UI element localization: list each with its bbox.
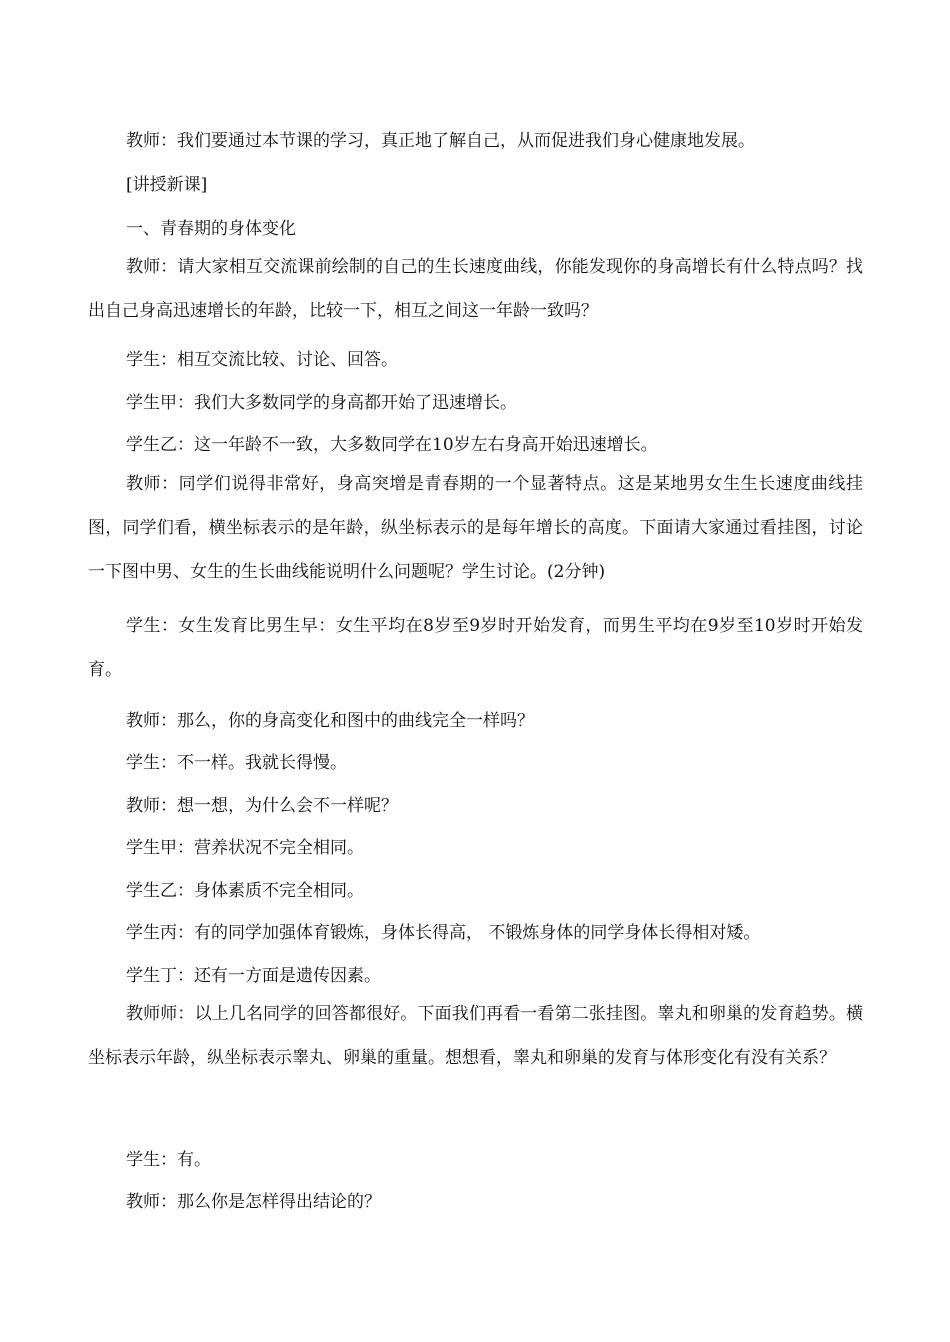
paragraph-teacher-chart: 教师：同学们说得非常好，身高突增是青春期的一个显著特点。这是某地男女生生长速度曲线挂图，同学们看，横坐标表示的是年龄，纵坐标表示的是每年增长的高度。下面请大家通过看挂图，讨论一下图中男、女生的生长曲线能说明什么问题呢？学生讨论。(2分钟)	[88, 474, 863, 582]
paragraph-student-yes: 学生：有。	[126, 1150, 211, 1170]
paragraph-student-exchange: 学生：相互交流比较、讨论、回答。	[126, 350, 398, 370]
section-heading-body-changes: 一、青春期的身体变化	[126, 219, 296, 239]
paragraph-teacher-why: 教师：想一想，为什么会不一样呢？	[126, 796, 398, 816]
paragraph-teacher-question: 教师：那么，你的身高变化和图中的曲线完全一样吗？	[126, 711, 534, 731]
paragraph-student-a-nutrition: 学生甲：营养状况不完全相同。	[126, 838, 364, 858]
paragraph-teacher-second-chart: 教师师：以上几名同学的回答都很好。下面我们再看一看第二张挂图。睾丸和卵巢的发育趋势。横坐标表示年龄，纵坐标表示睾丸、卵巢的重量。想想看，睾丸和卵巢的发育与体形变化有没有关系？	[88, 1004, 863, 1068]
paragraph-student-development: 学生：女生发育比男生早：女生平均在8岁至9岁时开始发育，而男生平均在9岁至10岁时开始发育。	[88, 616, 863, 680]
paragraph-teacher-conclusion: 教师：那么你是怎样得出结论的？	[126, 1192, 381, 1212]
paragraph-student-a: 学生甲：我们大多数同学的身高都开始了迅速增长。	[126, 393, 517, 413]
paragraph-teacher-growth-curve: 教师：请大家相互交流课前绘制的自己的生长速度曲线，你能发现你的身高增长有什么特点吗？找出自己身高迅速增长的年龄，比较一下，相互之间这一年龄一致吗？	[88, 257, 863, 321]
section-heading-new-lesson: [讲授新课]	[126, 175, 208, 195]
paragraph-student-b: 学生乙：这一年龄不一致，大多数同学在10岁左右身高开始迅速增长。	[126, 435, 658, 455]
paragraph-student-c-exercise: 学生丙：有的同学加强体育锻炼，身体长得高， 不锻炼身体的同学身体长得相对矮。	[126, 923, 761, 943]
paragraph-student-b-physique: 学生乙：身体素质不完全相同。	[126, 881, 364, 901]
paragraph-teacher-intro: 教师：我们要通过本节课的学习，真正地了解自己，从而促进我们身心健康地发展。	[126, 131, 755, 151]
paragraph-student-answer: 学生：不一样。我就长得慢。	[126, 753, 347, 773]
paragraph-student-d-genetics: 学生丁：还有一方面是遗传因素。	[126, 966, 381, 986]
